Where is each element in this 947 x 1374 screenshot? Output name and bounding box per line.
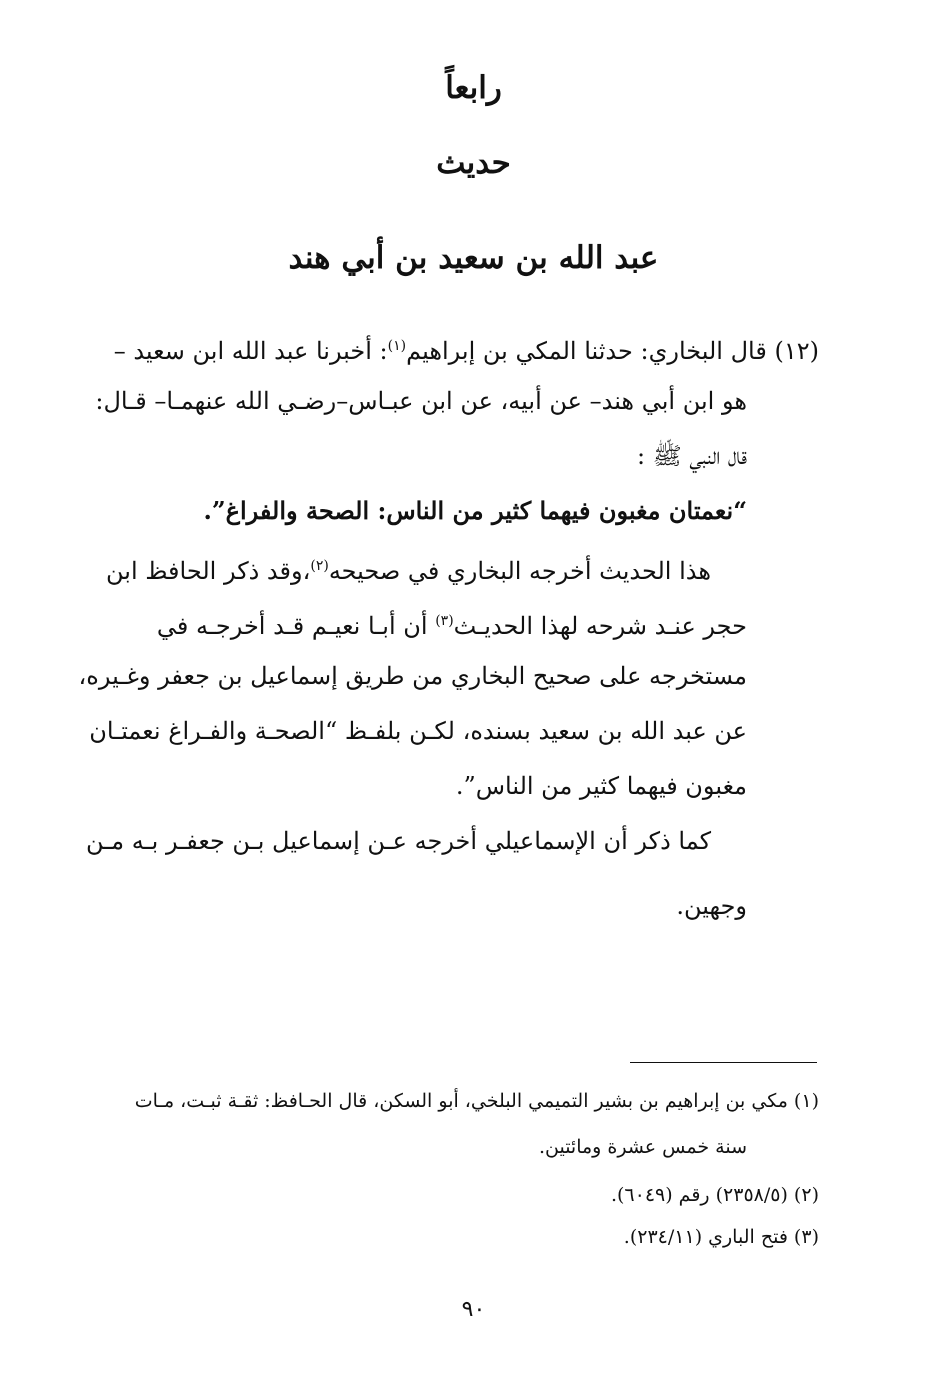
commentary-text: ،وقد ذكر الحافظ ابن	[106, 557, 311, 585]
commentary-text: هذا الحديث أخرجه البخاري في صحيحه	[328, 557, 711, 585]
commentary-text: أن أبـا نعيـم قـد أخرجـه في	[156, 612, 436, 640]
footnote-2: (٢) (٢٣٥٨/٥) رقم (٦٠٤٩).	[610, 1184, 819, 1206]
footnote-1: (١) مكي بن إبراهيم بن بشير التميمي البلخي، أبو السكن، قال الحـافظ: ثقـة ثبـت، مـات	[134, 1090, 819, 1112]
hadith-line-2: هو ابن أبي هند– عن أبيه، عن ابن عبـاس–رضـي الله عنهمـا– قـال:	[95, 387, 747, 415]
hadith-line-3: قال النبي ﷺ :	[636, 442, 747, 470]
page-number: ٩٠	[461, 1297, 486, 1322]
footnote-ref-2: (٢)	[310, 558, 329, 574]
hadith-matn: “نعمتان مغبون فيهما كثير من الناس: الصحة والفراغ”.	[203, 496, 747, 525]
commentary-line-4: عن عبد الله بن سعيد بسنده، لكـن بلفـظ “الصحـة والفـراغ نعمتـان	[89, 717, 747, 745]
footnote-1-cont: سنة خمس عشرة ومائتين.	[538, 1136, 747, 1158]
section-heading: رابعاً	[445, 70, 502, 106]
commentary-line-6: كما ذكر أن الإسماعيلي أخرجه عـن إسماعيل بـن جعفـر بـه مـن	[85, 827, 711, 855]
hadith-line-1	[113, 328, 819, 369]
commentary-line-7: وجهين.	[676, 892, 747, 920]
footnote-ref-3: (٣)	[435, 613, 454, 629]
page-title: عبد الله بن سعيد بن أبي هند	[288, 240, 659, 276]
hadith-chain-cont: : أخبرنا عبد الله ابن سعيد –	[113, 337, 388, 365]
commentary-line-5: مغبون فيهما كثير من الناس”.	[455, 772, 747, 800]
footnote-ref-1: (١)	[387, 338, 407, 354]
commentary-line-1	[106, 548, 711, 589]
footnote-3: (٣) فتح الباري (٢٣٤/١١).	[623, 1226, 819, 1248]
hadith-chain-start: قال البخاري: حدثنا المكي بن إبراهيم	[406, 337, 767, 365]
commentary-text: حجر عنـد شرحه لهذا الحديـث	[453, 612, 747, 640]
footnote-divider	[630, 1062, 817, 1063]
commentary-line-2	[157, 603, 747, 644]
commentary-line-3: مستخرجه على صحيح البخاري من طريق إسماعيل بن جعفر وغـيره،	[78, 662, 747, 690]
subheading: حديث	[436, 145, 511, 181]
hadith-number: (١٢)	[774, 337, 819, 365]
